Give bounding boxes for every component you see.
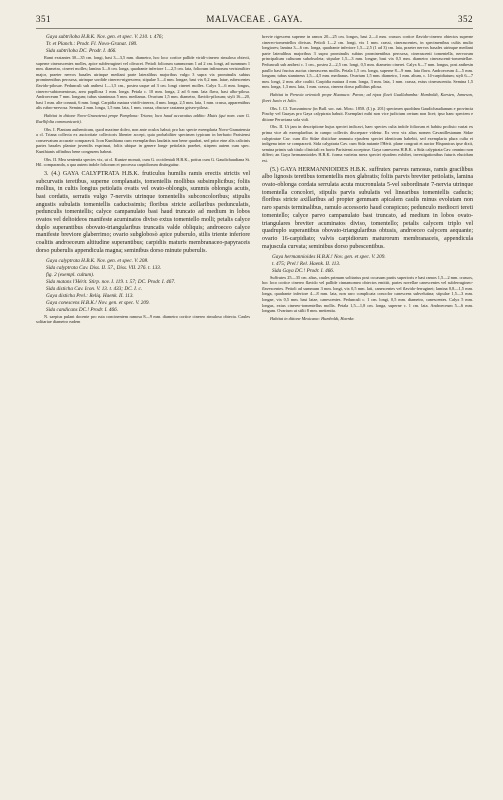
synonym-ref: Sida Gaya DC.! Prodr. I. 466. [272,267,335,274]
synonym-ref: Gaya calyptrata H.B.K. Nov. gen. et spec. V. 208. [46,257,149,264]
observation-paragraph: Obs. I. Cl. Turczaninow (in Bull. soc. nat. Mosc. 1858. (I.) p. 201) specimen quoddam Gaudichaudianum e provincia Pinchy vel Guayas pro Gaya calyptrata habuit. Exemplari mihi non vice judicium certum non licet; ipso hanc speciem e ditione Peruviana sola vidi. [262,105,473,122]
description-paragraph: N. saepius pulant docente pro ruta concinentem ramosa 8—9 mm. diametro cortice cinereo rimuloso obtecta. Caules solitariae diametro eadem [36,313,250,325]
running-title: MALVACEAE . GAYA. [206,14,303,24]
left-column [36,34,250,327]
species-description: 3. (4.) GAYA CALYPTRATA H.B.K. fruticulus humilis ramis erectis strictis vel subcurvatis teretibus, superne complanatis, tomentellis mollibus subsimplicibus; foliis mollius, in cultis longius petiolatis ovatis vel ovato-oblongis, summis oblongis acutis, basi cordatis, serratis vulgo 7-nerviis utrinque tomentellis subconcoloribus; stipulis angustis subulatis tomentellis caducissimis; floribus stricte axillaribus pedunculatis, pedunculis tomentellis; calyce campanulato basi haud truncato ad medium in lobos ovatos vel deltoideos manifeste acuminatos diviso extus tomentello molli; petalis calyce duplo superantibus obovato-triangularibus truncatis valde obliquis; androeceo calyce manifeste breviore glaberrimo; ovario subglobosò apice puberulo, stilis triente inferiore coalitis androeceum altitudine superantibus; carpidiis maturis membranaceo-papyraceis dorso puberulis appendicula magna; seminibus dorso minute puberulis. [36,170,250,254]
habitat-paragraph: Habitat in ditione Mexicana: Humboldt, Haenke. [270,315,355,321]
observation-paragraph: Obs. II. Ut jam in descriptione hujus speciei indicavi, haec species culta indole foliorum et habitu prolixio variat ex prima vice ab exemplaribus in campo collectis discrepare videtur. Ex vero vix alius nomen Cavanillesianum Sidae calyptratae Cav. cum illo Sidae distichae ammutu ejusdem speciei identicum habebit, sed exemplaria plura culta et indigena inter se comparavit. Sida calyptrata Cav. cum Sida nutante l'Hérit. plane congruit et auctor Hispanicus ipse dixit, semina primis sub titulo cliniciali ex horto Parisiensi accepisse. Gaya canescens H.B.K. a Sida calyptrata Cav. omnino non differt; an Gaya hermannioides H.B.K. forma varietas mera speciei ejusdem exhibet, investigationibus futuris elucidum est. [262,124,473,164]
synonym-ref: Sida matans l'Hérit. Stirp. nov. I. 119. t. 57; DC. Prodr. I. 467. [46,278,176,285]
synonym-ref: Sida subtriloba DC. Prodr. I. 466. [46,48,117,54]
habitat-paragraph: Habitat in Peruvia orientali prope Huanuco: Pavon; ad ripas fluvii Guallabamba: Humboldt, Karsten, Jameson, floret Junio et Julio. [262,92,473,103]
right-column [262,34,473,324]
description-paragraph: Suffrutex 25—35 cm. altus, caules primum solitarius post occasum partis superioris e basi ramos 1,5—2 mm. crassos, hoc loco cortice cinereo flavido vel pallide cinnamomeo obtectos emittit, partes novellae canescentes vel subferrugineo-flavescentes. Petioli ad summum 3 mm. longi, vix 0,5 mm. lati, canescentes vel flavido-ferruginei; lamina 0,8—1,5 mm. longa, quadrante inferiore 4—8 mm. lata, non raro complicata concolor canescens subvelutina; stipulae 1,5—3 mm. longae, vix 0,5 mm. basi latae, canescentes. Pedunculi c. 1 cm. longi, 0,5 mm. diametro, canescentes. Calyx 5 mm. longus, extus cinereo-tomentellus mollis. Petala 1,5—1,8 cm. longa, superne c. 1 cm. lata. Androeceum 5—6 mm. longum. Ovarium ut stilii 8 mm. metientia. [262,274,473,314]
description-paragraph: brevie rigescens superne in ramos 20—25 cm. longos, basi 2—4 mm. crassos cortice flavido-cinereo obtectos superne cinereo-tomentellos divisus. Petioli 1—2 cm. longi, vix 1 mm. crassi, cinerascentes, in specimenibus cultis multo longiores; lamina 3—6 cm. longa, quadrante inferiore 1,5—2,5 (1 ad 3) cm. lata, praeter nervos basales utrinque mediani parte lateralibus majoribus 3 supra prominulis subtus prominentibus percursa, cinerascenti tomentella, nervorum principalium culturam subobsoleta; stipulae 1,5—3 mm. longae, basi vix 0,5 mm. diametro cinerascenti-tomentellae. Pedunculi sub anthesi c. 1 cm., postea 2—2,5 cm. longi, 0,5 mm. diametro cinerei. Calyx 6—7 mm. longus, post anthesin paullo basi fructus auctus cinerascens mollis. Petala 1,5 cm. longa, superne 8—9 mm. lata flava. Androeceum 4—5 mm. longum; tubus stamineus 1,5—4,5 mm. medianus. Ovarium 1,5 mm. diametro, 1 mm. altum, c. 14-carpidiatum; styli 6—7 mm. longi, 2 mm. alte coaliti. Carpidia matura 4 mm. longa, 3 mm. lata, 1 mm. crassa, extus cinerascentia. Semina 1,5 mm. longa, 1,3 mm. lata, 1 mm. crassa, cinerea dorso pallidius pilosa. [262,34,473,90]
synonym-ref: t. 475; Prel.! Rel. Haenk. II. 113. [272,260,341,267]
synonym-ref: Gaya disticha Prel.: Reliq. Haenk. II. 113. [46,292,134,299]
synonym-ref: Sida calyptrata Cav. Diss. II. 57., Diss. VII. 276. t. 133. [46,264,162,271]
synonym-ref: Sida candicans DC.! Prodr. I. 466. [46,306,118,313]
synonym-ref: Gaya hermannioides H.B.K.! Nov. gen. et spec. V. 209. [272,253,386,260]
synonym-ref: Tr. et Planch.: Prodr. Fl. Novo-Granat. 180. [46,41,138,47]
observation-paragraph: Obs. II. Mea sententia species vix, ut cl. Kuntze monuit, cum G. occidentali H.B.K., potius cum G. Gaudichaudiana St. Hil. comparanda, a qua autem indole foliorum et processu carpidiorum distinguitur. [36,156,250,168]
species-description: (5.) GAYA HERMANNIOIDES H.B.K. suffrutex parvus ramosus, ramis gracilibus albo lignosis teretibus tomentellis mox glabratis; foliis parvis breviter petiolatis, lamina ovato-oblonga cordata serrulata acuta mucronulata 5-vel subordinate 7-nervia utrinque tomentella concolori, stipulis parvis subulatis vel linearibus tomentellis caducis; floribus stricte axillaribus ad propter gemmam apicalem caulis minus evolutam non raro sparsis terminalibus, ramulo accessorio haud conspicuo; pedunculo mediocri tereti tomentello; calyce parvo campanulato basi truncato, ad medium in lobos ovato-triangulares breviter acuminatos diviso, tomentello; petalis calycem triplo vel quadruplo superantibus obovato-triangularibus obtusis, androeceo calycem aequante; ovario 16-carpidiato; valvis carpidiorum maturorum membranaceis, appendicula majuscula curvata; seminibus dorso pubescentibus. [262,166,473,250]
header-rule [36,28,473,29]
page-number-right: 352 [458,14,473,24]
synonym-ref: Sida disticha Cav. Icon. V. 13. t. 433; DC. I. c. [46,285,143,292]
synonym-ref: fig. 2 (exempl. cultum). [46,271,95,278]
habitat-paragraph: Habitat in ditione Novo-Granatensi prope Pamplona: Triana; loco haud accuratius addito: Mutis (qui nom. cum G. Ruellifolia communicavit). [36,113,250,124]
synonym-ref: Gaya subtriloba H.B.K. Nov. gen. et spec. V. 210. t. 476; [46,34,164,40]
observation-paragraph: Obs. I. Plantam authenticam, quod maxime doleo, non ante oculos habui; pro hac specie exemplaria Novo-Granatensia a cl. Triana collecta ex auctoritate collectoris libenter accepi, quia probabiliter specimen typicum in herbario Parisiensi conservatum accurate comparavit. Icon Kunthiana cum exemplaribus laudatis non bene quadrat, sed prior eine alis calicinis partes basales plantae juvenilis exprimat, foliis ubique in genere longe petiolatis praebet, stirpem autem cum spec. Kunthianis affinibus bene congruens habeat. [36,126,250,154]
description-paragraph: Rami exstantes 30—35 cm. longi, basi 3—3,5 mm. diametro, hoc loco cortice pallide viridi-cinereo rimuloso obtecti, superne cinerascentes molles, apice subferruginei vel olivacei. Petioli foliorum summorum 1 ad 2 cm. longi, ad summum 1 mm. diametro, cinerei molles; lamina 3—6 cm. longa, quadrante inferiore 1—2,5 cm. lata, foliorum infimorum verisimiliter major, praeter nervos basales utrinque mediani parte lateralibus majoribus vulgo 3 supra vix prominulis subtus prominentibus percursa, utrinque sordide cinereo-nigrescens; stipulae 5—4 mm. longae, basi vix 0,2 mm. latae, rubescentes flavido-pilosae. Pedunculi sub anthesi 1—1,5 cm., postea usque ad 3 cm. longi cinerei molles. Calyx 5—6 mm. longus, cinereo-subtomentosus, area papillosa 1 mm. longa. Petala c. 10 mm. longa, 2 ad 6 mm. lata flava, basi albo-pilosa. Androeceum 7 mm. longum; tubus staminuus 5 mm. medianus. Ovarium 1,5 mm. diametro, flavido-pilosum; styli 16—20, basi 1 mm. alte connati, 6 mm. longi. Carpidia matura viridi-cinerea, 4 mm. longa, 2,5 mm. lata, 1 mm. crassa, apparentibus alis rubro-nervosa. Semina 2 mm. longa, 1,5 mm. lata, 1 mm. crassa, obscure castanea griseo-pilosa. [36,55,250,111]
page-number-left: 351 [36,14,51,24]
synonym-ref: Gaya conescens H.B.K.! Nov. gen. et spec. V. 209. [46,299,150,306]
page-header [36,14,473,28]
